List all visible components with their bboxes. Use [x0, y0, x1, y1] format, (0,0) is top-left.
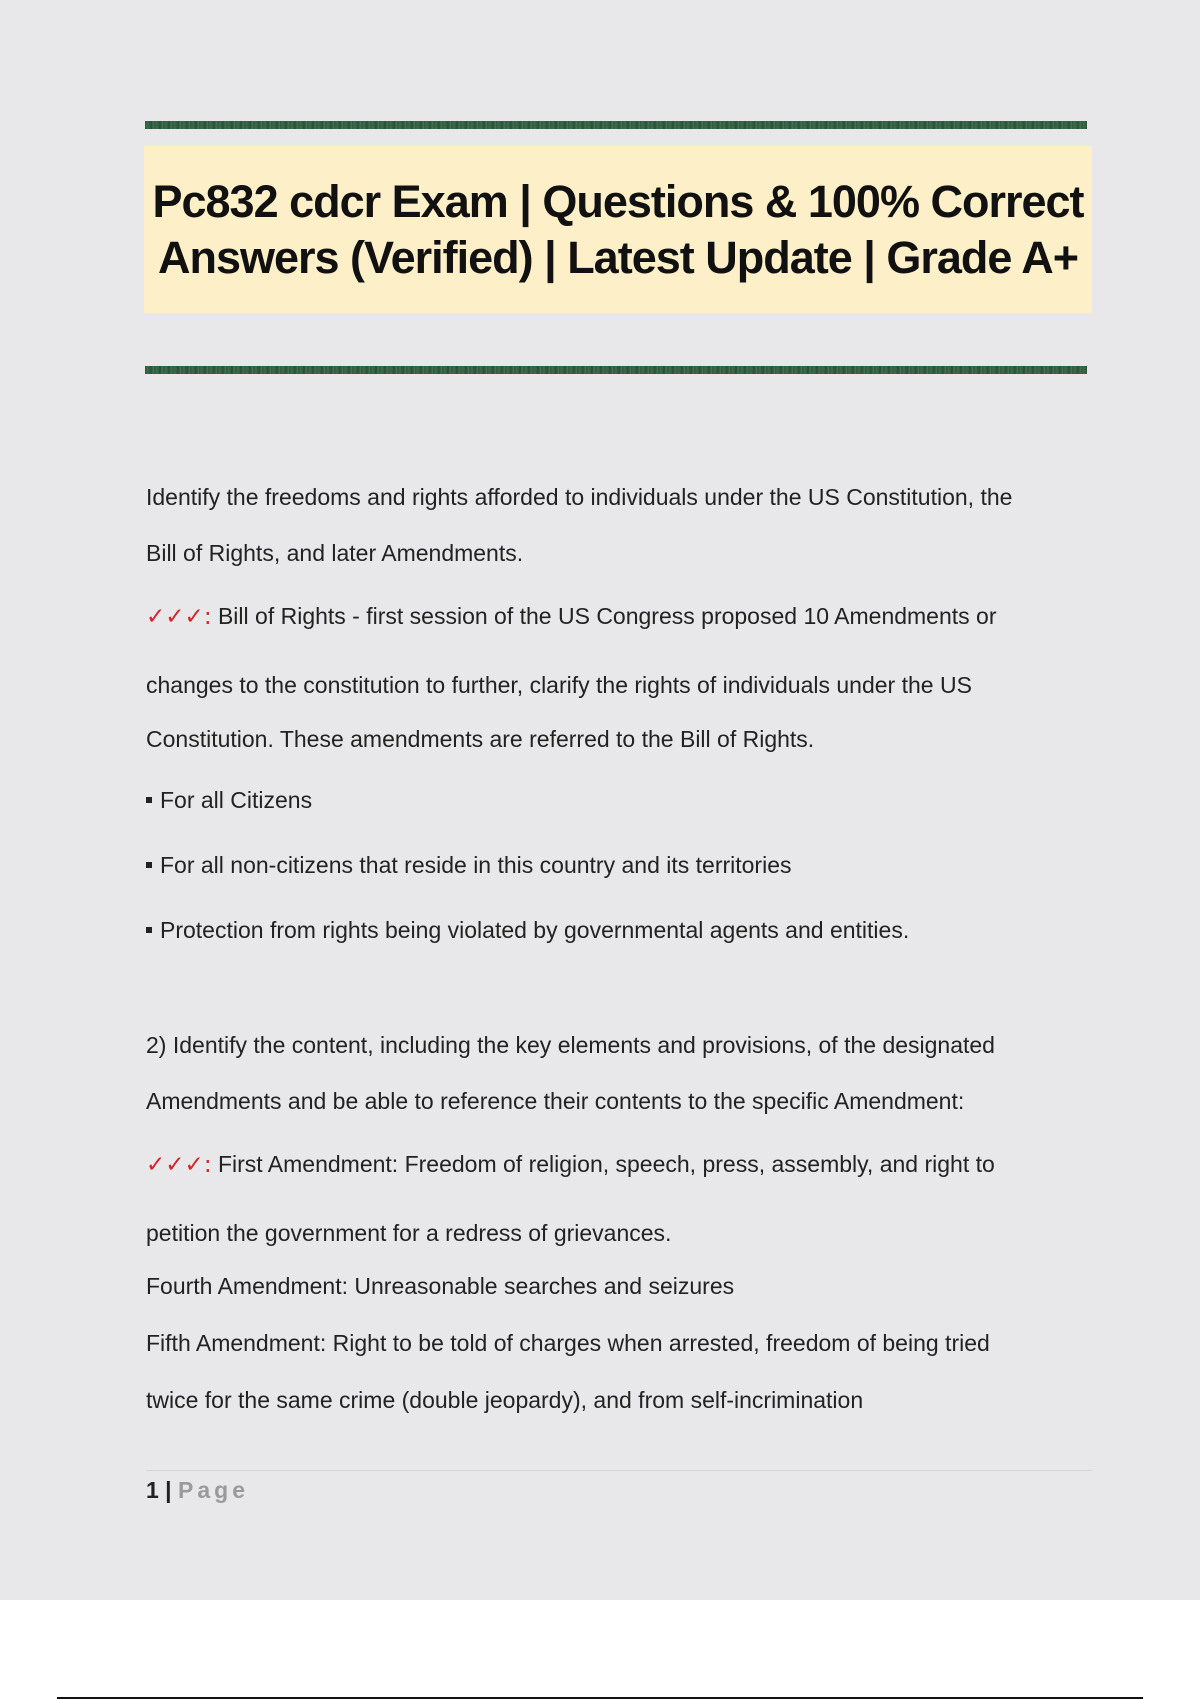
answer-1-line-3: Constitution. These amendments are referred to the Bill of Rights. [146, 726, 815, 752]
footer-separator: | [158, 1477, 179, 1503]
question-2-line-2: Amendments and be able to reference their contents to the specific Amendment: [146, 1088, 965, 1114]
answer-2-text: First Amendment: Freedom of religion, speech, press, assembly, and right to [211, 1151, 995, 1177]
answer-2-line-3: Fourth Amendment: Unreasonable searches and seizures [146, 1273, 735, 1299]
answer-2-line-2: petition the government for a redress of grievances. [146, 1220, 672, 1246]
question-2-line-1: 2) Identify the content, including the key elements and provisions, of the designated [146, 1032, 995, 1058]
title-top-rule [145, 121, 1087, 129]
page-label: Page [178, 1477, 249, 1503]
question-1-line-1: Identify the freedoms and rights afforded to individuals under the US Constitution, the [146, 484, 1013, 510]
list-item: For all Citizens [146, 786, 312, 814]
next-page-top-rule [57, 1697, 1143, 1699]
list-item: Protection from rights being violated by governmental agents and entities. [146, 916, 909, 944]
answer-1-text: Bill of Rights - first session of the US Congress proposed 10 Amendments or [211, 603, 997, 629]
page-title: Pc832 cdcr Exam | Questions & 100% Correct Answers (Verified) | Latest Update | Grade A+ [152, 175, 1084, 283]
answer-1-line-1 [146, 602, 997, 631]
check-marks-icon: ✓✓✓: [146, 1152, 212, 1178]
square-bullet-icon [146, 797, 152, 803]
answer-1-line-2: changes to the constitution to further, clarify the rights of individuals under the US [146, 672, 972, 698]
answer-2-line-4: Fifth Amendment: Right to be told of charges when arrested, freedom of being tried [146, 1330, 990, 1356]
footer-divider [146, 1470, 1092, 1471]
title-banner [144, 146, 1092, 313]
title-bottom-rule [145, 366, 1087, 374]
question-1-line-2: Bill of Rights, and later Amendments. [146, 540, 524, 566]
page-footer [146, 1476, 249, 1504]
list-item: For all non-citizens that reside in this country and its territories [146, 851, 792, 879]
square-bullet-icon [146, 862, 152, 868]
answer-2-line-5: twice for the same crime (double jeopardy), and from self-incrimination [146, 1387, 864, 1413]
check-marks-icon: ✓✓✓: [146, 604, 212, 630]
square-bullet-icon [146, 927, 152, 933]
answer-2-line-1 [146, 1150, 995, 1179]
page-number: 1 [146, 1477, 159, 1503]
